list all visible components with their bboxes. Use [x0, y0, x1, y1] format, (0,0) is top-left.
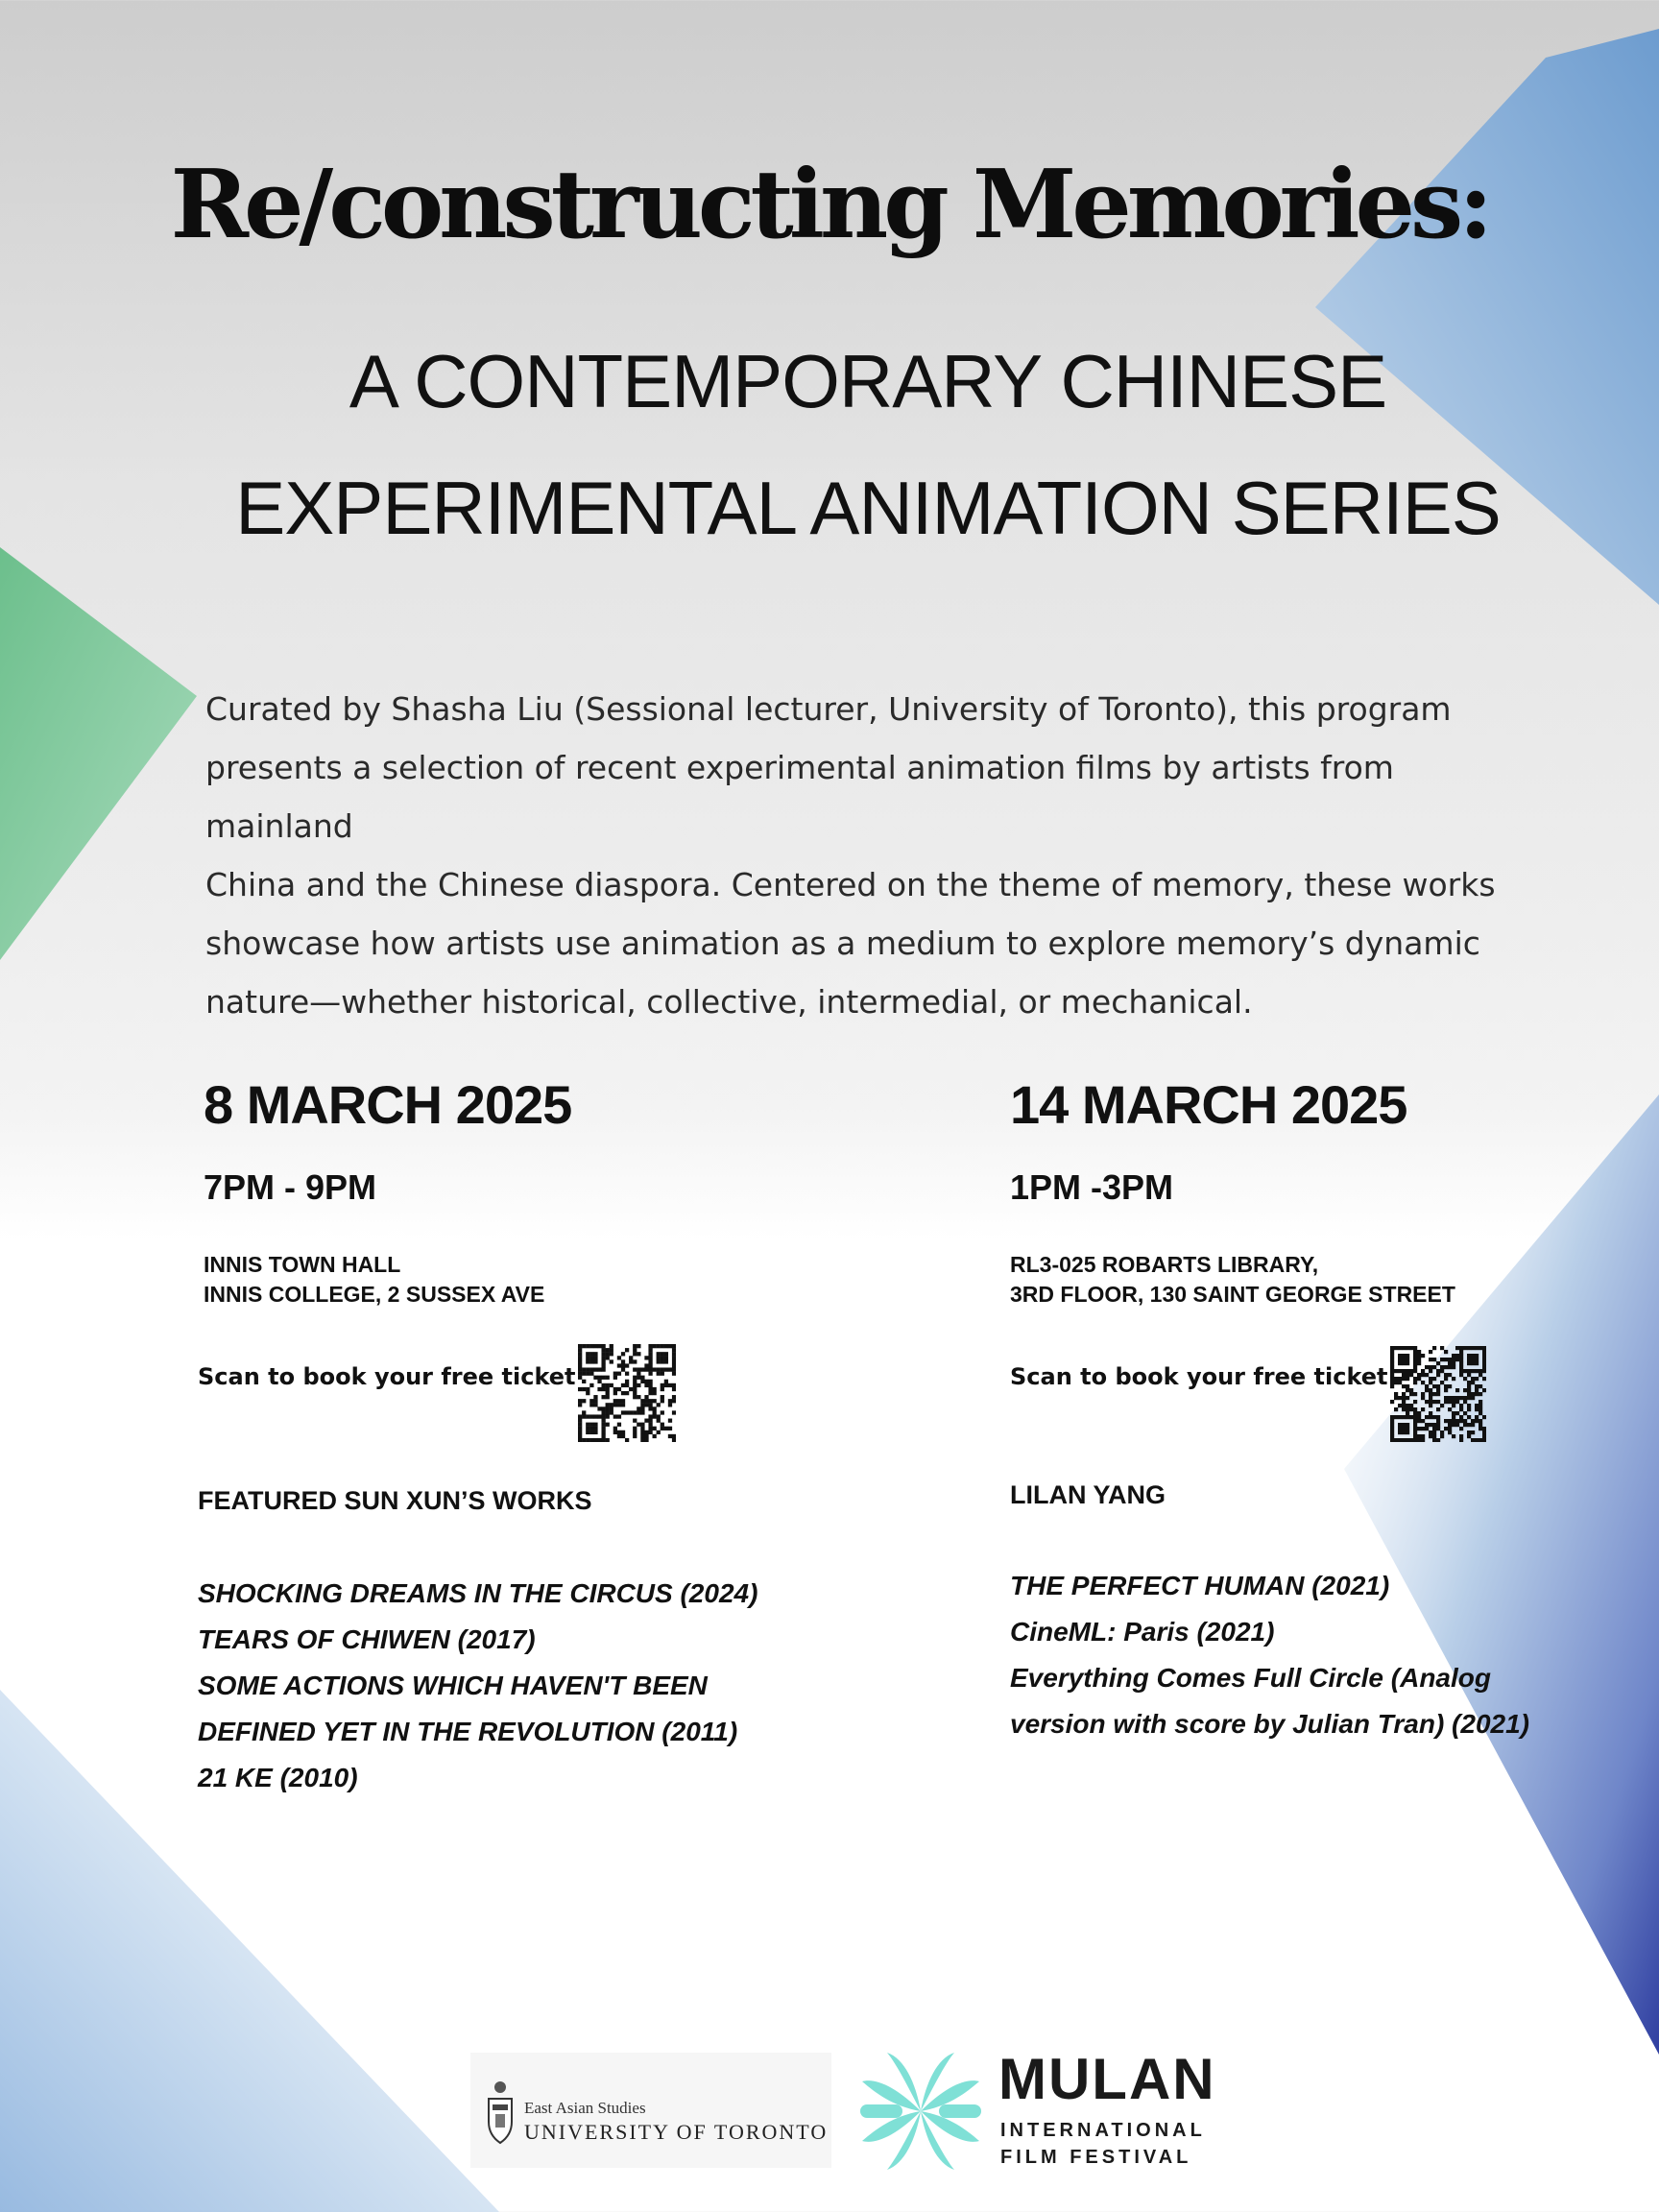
intro-line: China and the Chinese diaspora. Centered on the theme of memory, these works [205, 866, 1496, 903]
intro-line: nature—whether historical, collective, intermedial, or mechanical. [205, 983, 1253, 1021]
venue-line: INNIS TOWN HALL [204, 1252, 401, 1277]
intro-line: presents a selection of recent experimental animation films by artists from mainland [205, 749, 1394, 845]
subtitle-line-2: EXPERIMENTAL ANIMATION SERIES [235, 466, 1501, 550]
event-venue [1010, 1250, 1455, 1310]
list-item: DEFINED YET IN THE REVOLUTION (2011) [198, 1717, 738, 1746]
list-item: version with score by Julian Tran) (2021) [1010, 1709, 1529, 1739]
uoft-university: UNIVERSITY OF TORONTO [524, 2120, 829, 2144]
event-date: 14 MARCH 2025 [1010, 1074, 1407, 1135]
mulan-logo-name: MULAN [998, 2047, 1216, 2111]
qr-code-icon[interactable] [578, 1344, 676, 1442]
mulan-flower-icon [858, 2049, 983, 2174]
sponsor-logos [0, 2045, 1659, 2179]
featured-artist: FEATURED SUN XUN’S WORKS [198, 1486, 592, 1515]
works-list [1010, 1563, 1529, 1747]
works-list [198, 1571, 757, 1801]
mulan-logo-line1: INTERNATIONAL [1000, 2120, 1206, 2141]
list-item: 21 KE (2010) [198, 1763, 358, 1792]
scan-ticket-label: Scan to book your free ticket [198, 1363, 576, 1390]
qr-code-icon[interactable] [1390, 1346, 1486, 1442]
event-venue [204, 1250, 544, 1310]
featured-artist: LILAN YANG [1010, 1480, 1166, 1509]
list-item: SOME ACTIONS WHICH HAVEN'T BEEN [198, 1671, 708, 1700]
event-time: 7PM - 9PM [204, 1167, 377, 1207]
mulan-logo-line2: FILM FESTIVAL [1000, 2147, 1192, 2168]
venue-line: RL3-025 ROBARTS LIBRARY, [1010, 1252, 1319, 1277]
list-item: TEARS OF CHIWEN (2017) [198, 1624, 536, 1654]
list-item: CineML: Paris (2021) [1010, 1617, 1275, 1647]
intro-line: showcase how artists use animation as a medium to explore memory’s dynamic [205, 925, 1480, 962]
list-item: Everything Comes Full Circle (Analog [1010, 1663, 1491, 1693]
intro-paragraph [205, 680, 1550, 1031]
uoft-crest-icon [484, 2080, 517, 2147]
scan-ticket-label: Scan to book your free ticket [1010, 1363, 1388, 1390]
event-time: 1PM -3PM [1010, 1167, 1174, 1207]
venue-line: 3RD FLOOR, 130 SAINT GEORGE STREET [1010, 1282, 1455, 1307]
event-date: 8 MARCH 2025 [204, 1074, 572, 1135]
venue-line: INNIS COLLEGE, 2 SUSSEX AVE [204, 1282, 545, 1307]
uoft-department: East Asian Studies [524, 2099, 646, 2117]
subtitle-line-1: A CONTEMPORARY CHINESE [349, 339, 1387, 423]
list-item: SHOCKING DREAMS IN THE CIRCUS (2024) [198, 1578, 758, 1608]
uoft-logo [470, 2053, 831, 2168]
poster-title: Re/constructing Memories: [170, 150, 1489, 260]
list-item: THE PERFECT HUMAN (2021) [1010, 1571, 1390, 1600]
intro-line: Curated by Shasha Liu (Sessional lecturer, University of Toronto), this program [205, 690, 1452, 728]
